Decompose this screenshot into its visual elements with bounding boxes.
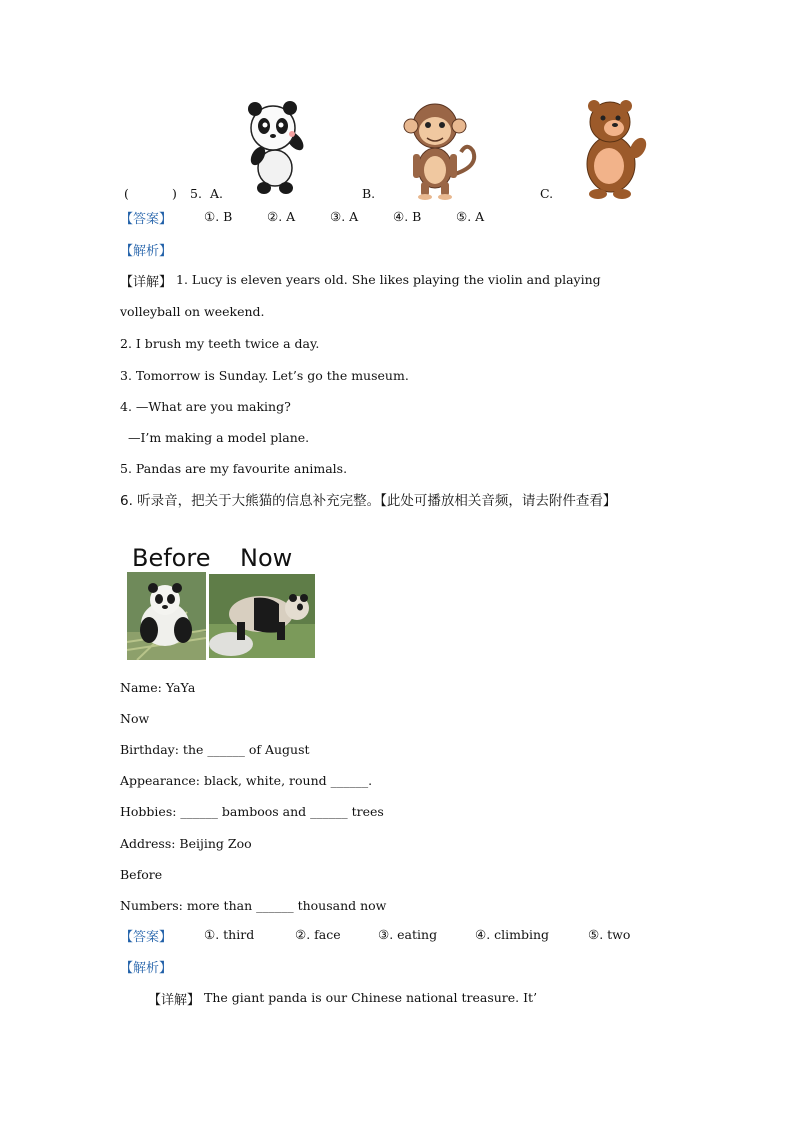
answer-item: ④. climbing	[475, 927, 550, 942]
detail-label: 【详解】	[120, 275, 173, 290]
answer-item: ③. A	[330, 209, 359, 224]
panda-before-photo	[127, 572, 206, 660]
info-line: Before	[120, 867, 163, 882]
bear-cartoon-image	[578, 96, 650, 200]
info-line: Hobbies: ______ bamboos and ______ trees	[120, 804, 384, 819]
monkey-cartoon-image	[397, 96, 483, 200]
answer-item: ⑤. two	[588, 927, 631, 942]
detail-label: 【详解】	[148, 993, 201, 1008]
answer-item: ⑤. A	[456, 209, 485, 224]
before-caption: Before	[132, 544, 211, 572]
q5-option-b: B.	[362, 186, 376, 201]
detail-line: 5. Pandas are my favourite animals.	[120, 461, 348, 476]
info-line: Appearance: black, white, round ______.	[120, 773, 373, 788]
q5-paren-close: )	[172, 186, 177, 201]
info-line: Name: YaYa	[120, 680, 196, 695]
info-line: Now	[120, 711, 150, 726]
detail-text: The giant panda is our Chinese national treasure. It’	[204, 990, 538, 1005]
answer-item: ①. third	[204, 927, 255, 942]
detail-line: —I’m making a model plane.	[120, 430, 310, 445]
info-line: Numbers: more than ______ thousand now	[120, 898, 387, 913]
info-line: Address: Beijing Zoo	[120, 836, 252, 851]
q5-paren-open: (	[124, 186, 129, 201]
answer-item: ②. A	[267, 209, 296, 224]
answer-item: ②. face	[295, 927, 341, 942]
now-caption: Now	[240, 544, 293, 572]
answer-label: 【答案】	[120, 212, 173, 227]
panda-cartoon-image	[240, 96, 310, 196]
answer-item: ④. B	[393, 209, 422, 224]
q6-instruction: 6. 听录音，把关于大熊猫的信息补充完整。【此处可播放相关音频，请去附件查看】	[120, 493, 617, 509]
analysis-label: 【解析】	[120, 244, 173, 259]
answer-item: ①. B	[204, 209, 233, 224]
q5-number: 5.	[190, 186, 202, 201]
info-line: Birthday: the ______ of August	[120, 742, 310, 757]
answer-item: ③. eating	[378, 927, 438, 942]
detail-line: 1. Lucy is eleven years old. She likes playing the violin and playing	[176, 272, 601, 287]
detail-line: 3. Tomorrow is Sunday. Let’s go the museum.	[120, 368, 409, 383]
detail-line: 4. —What are you making?	[120, 399, 291, 414]
panda-now-photo	[209, 574, 315, 658]
detail-line: 2. I brush my teeth twice a day.	[120, 336, 320, 351]
answer-label: 【答案】	[120, 930, 173, 945]
q5-option-a: A.	[210, 186, 224, 201]
detail-line: volleyball on weekend.	[120, 304, 265, 319]
analysis-label: 【解析】	[120, 961, 173, 976]
q5-option-c: C.	[540, 186, 554, 201]
